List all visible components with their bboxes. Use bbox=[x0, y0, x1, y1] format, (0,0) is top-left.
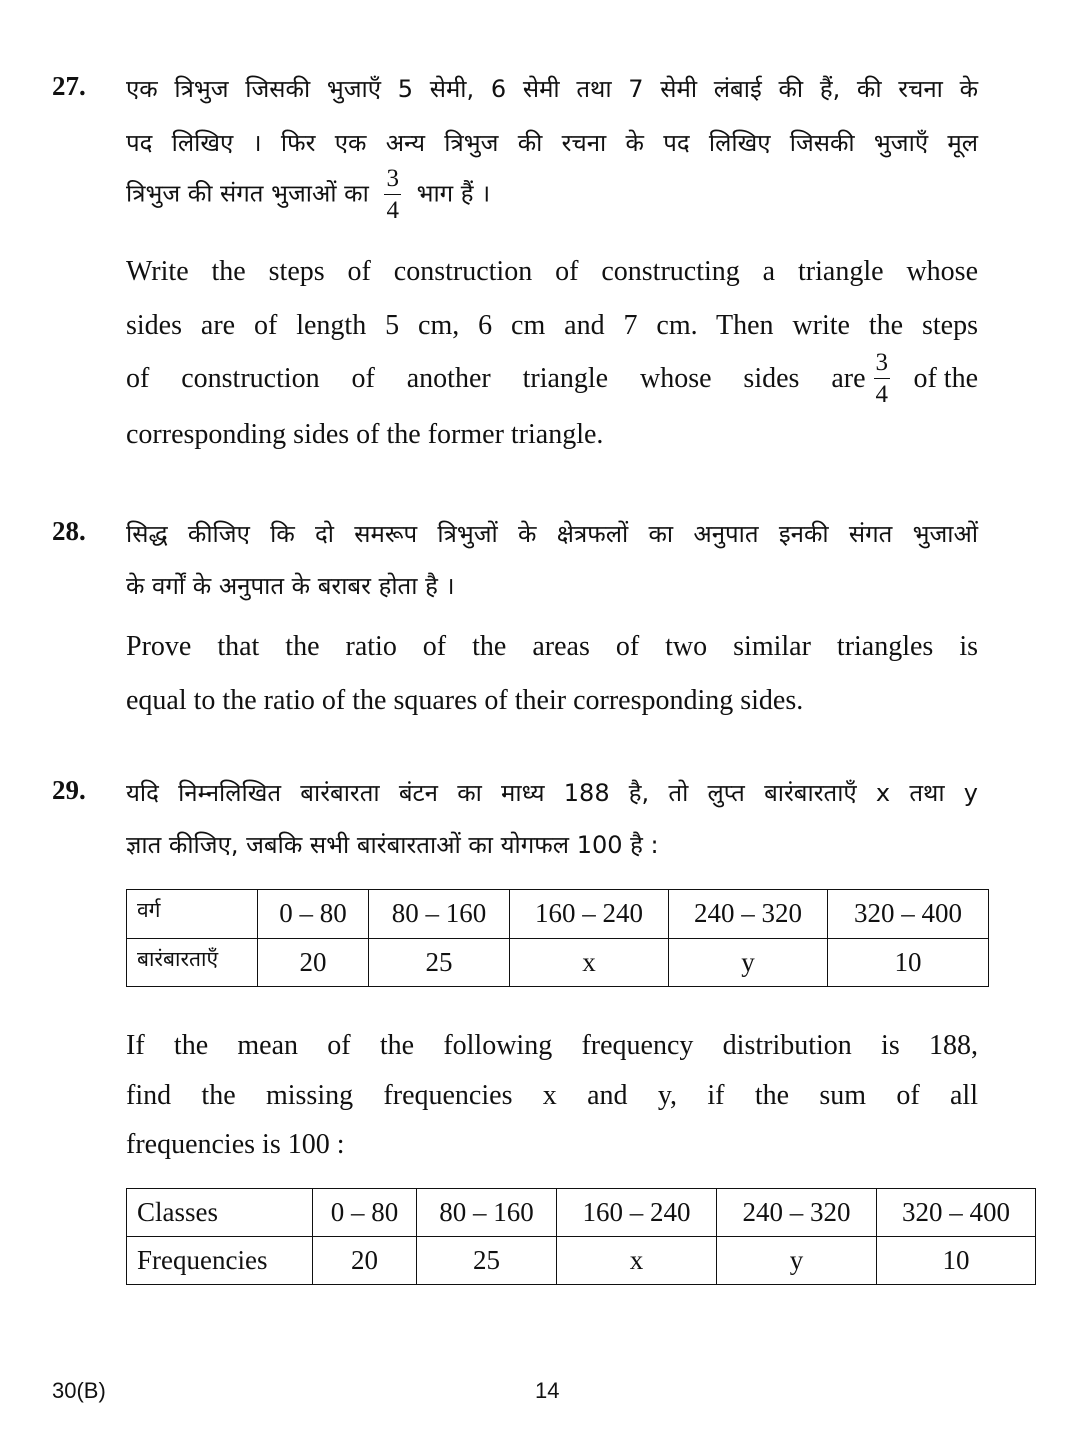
table-header-cell: वर्ग bbox=[127, 890, 258, 939]
table-cell: 240 – 320 bbox=[717, 1189, 877, 1237]
english-text: of the bbox=[913, 362, 978, 394]
hindi-text-line: के वर्गों के अनुपात के बराबर होता है । bbox=[126, 572, 455, 600]
table-row bbox=[127, 938, 989, 987]
fraction-denominator: 4 bbox=[875, 381, 888, 408]
fraction bbox=[384, 166, 401, 223]
table-cell: 0 – 80 bbox=[258, 890, 369, 939]
table-cell: 20 bbox=[313, 1237, 417, 1285]
english-text-line: frequencies is 100 : bbox=[126, 1129, 345, 1160]
table-cell: 25 bbox=[369, 938, 510, 987]
hindi-text-line: पद लिखिए । फिर एक अन्य त्रिभुज की रचना के पद लिखिए जिसकी भुजाएँ मूल bbox=[126, 129, 978, 157]
table-cell: 25 bbox=[417, 1237, 557, 1285]
question-number: 28. bbox=[52, 516, 86, 546]
page-number: 14 bbox=[535, 1378, 560, 1403]
table-row bbox=[127, 1237, 1036, 1285]
table-cell: 160 – 240 bbox=[510, 890, 669, 939]
table-cell: 160 – 240 bbox=[557, 1189, 717, 1237]
hindi-text-line bbox=[126, 166, 978, 223]
table-cell: 10 bbox=[828, 938, 989, 987]
table-cell: 80 – 160 bbox=[417, 1189, 557, 1237]
english-text-line: equal to the ratio of the squares of their corresponding sides. bbox=[126, 685, 804, 716]
hindi-text: भाग हैं । bbox=[416, 179, 491, 208]
hindi-frequency-table bbox=[126, 889, 989, 987]
hindi-text-line: यदि निम्नलिखित बारंबारता बंटन का माध्य 188 है, तो लुप्त बारंबारताएँ x तथा y bbox=[126, 779, 978, 807]
table-cell: x bbox=[557, 1237, 717, 1285]
question-number: 29. bbox=[52, 775, 86, 805]
english-text-line: find the missing frequencies x and y, if the sum of all bbox=[126, 1080, 978, 1111]
table-header-cell: Classes bbox=[127, 1189, 313, 1237]
fraction-numerator: 3 bbox=[874, 350, 891, 379]
paper-code: 30(B) bbox=[52, 1378, 106, 1403]
fraction-denominator: 4 bbox=[386, 197, 399, 224]
table-cell: 320 – 400 bbox=[828, 890, 989, 939]
english-text-line: Write the steps of construction of constructing a triangle whose bbox=[126, 256, 978, 287]
table-cell: 80 – 160 bbox=[369, 890, 510, 939]
table-header-cell: Frequencies bbox=[127, 1237, 313, 1285]
table-cell: 240 – 320 bbox=[669, 890, 828, 939]
table-cell: y bbox=[717, 1237, 877, 1285]
table-cell: 10 bbox=[877, 1237, 1036, 1285]
question-number: 27. bbox=[52, 71, 86, 101]
fraction bbox=[874, 350, 891, 407]
english-text-line: corresponding sides of the former triangle. bbox=[126, 419, 604, 450]
table-cell: 20 bbox=[258, 938, 369, 987]
hindi-text-line: एक त्रिभुज जिसकी भुजाएँ 5 सेमी, 6 सेमी तथा 7 सेमी लंबाई की हैं, की रचना के bbox=[126, 75, 978, 103]
english-text-line: If the mean of the following frequency distribution is 188, bbox=[126, 1030, 978, 1061]
table-cell: 320 – 400 bbox=[877, 1189, 1036, 1237]
table-row bbox=[127, 890, 989, 939]
english-text: of construction of another triangle whose sides are bbox=[126, 362, 866, 394]
english-text-line bbox=[126, 350, 978, 407]
english-frequency-table bbox=[126, 1188, 1036, 1285]
table-cell: y bbox=[669, 938, 828, 987]
english-text-line: sides are of length 5 cm, 6 cm and 7 cm. Then write the steps bbox=[126, 310, 978, 341]
hindi-text: त्रिभुज की संगत भुजाओं का bbox=[126, 179, 369, 208]
hindi-text-line: सिद्ध कीजिए कि दो समरूप त्रिभुजों के क्षेत्रफलों का अनुपात इनकी संगत भुजाओं bbox=[126, 520, 978, 548]
english-text-line: Prove that the ratio of the areas of two similar triangles is bbox=[126, 631, 978, 662]
fraction-numerator: 3 bbox=[384, 166, 401, 195]
table-header-cell: बारंबारताएँ bbox=[127, 938, 258, 987]
table-row bbox=[127, 1189, 1036, 1237]
hindi-text-line: ज्ञात कीजिए, जबकि सभी बारंबारताओं का योगफल 100 है : bbox=[126, 831, 659, 859]
table-cell: 0 – 80 bbox=[313, 1189, 417, 1237]
table-cell: x bbox=[510, 938, 669, 987]
